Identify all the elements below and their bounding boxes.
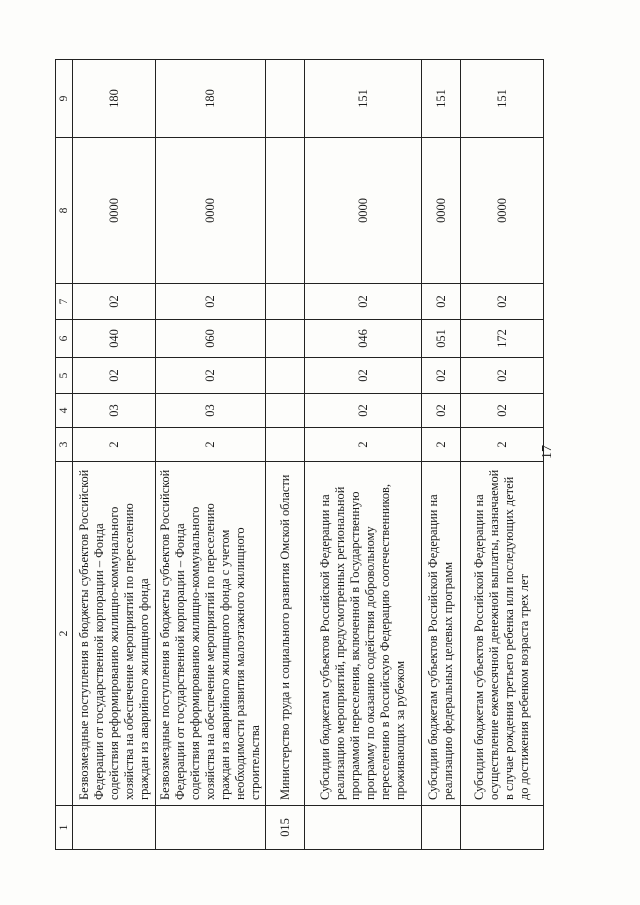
- code-cell: 03: [73, 394, 156, 428]
- code-cell: [266, 358, 305, 394]
- revenue-name-cell: Министерство труда и социального развития Омской области: [266, 462, 305, 806]
- code-cell: 0000: [156, 138, 266, 284]
- code-cell: 151: [422, 60, 461, 138]
- code-cell: 02: [461, 358, 544, 394]
- admin-code-cell: 015: [266, 806, 305, 850]
- header-cell: 4: [56, 394, 73, 428]
- code-cell: 060: [156, 320, 266, 358]
- table-row: [305, 60, 422, 850]
- code-cell: 03: [156, 394, 266, 428]
- header-cell: 3: [56, 428, 73, 462]
- code-cell: [266, 394, 305, 428]
- code-cell: 180: [73, 60, 156, 138]
- admin-code-cell: [156, 806, 266, 850]
- code-cell: 02: [461, 284, 544, 320]
- table-row: [461, 60, 544, 850]
- budget-code-table: [55, 59, 544, 850]
- code-cell: [266, 138, 305, 284]
- admin-code-cell: [73, 806, 156, 850]
- header-cell: 8: [56, 138, 73, 284]
- code-cell: 2: [422, 428, 461, 462]
- code-cell: 2: [305, 428, 422, 462]
- header-cell: 1: [56, 806, 73, 850]
- code-cell: 02: [461, 394, 544, 428]
- code-cell: 151: [461, 60, 544, 138]
- admin-code-cell: [305, 806, 422, 850]
- code-cell: 180: [156, 60, 266, 138]
- header-row: [56, 60, 73, 850]
- admin-code-cell: [461, 806, 544, 850]
- code-cell: 2: [461, 428, 544, 462]
- code-cell: 2: [156, 428, 266, 462]
- code-cell: 02: [422, 394, 461, 428]
- code-cell: 02: [422, 284, 461, 320]
- code-cell: [266, 60, 305, 138]
- code-cell: 02: [305, 394, 422, 428]
- revenue-name-cell: Безвозмездные поступления в бюджеты субъектов Российской Федерации от государственной корпорации – Фонда содействия реформированию жилищно-коммунального хозяйства на обеспечение мероприятий по переселению граждан из аварийного жилищного фонда с учетом необходимости развития малоэтажного жилищного строительства: [156, 462, 266, 806]
- table-row: [156, 60, 266, 850]
- code-cell: 02: [156, 358, 266, 394]
- admin-code-cell: [422, 806, 461, 850]
- code-cell: 0000: [73, 138, 156, 284]
- code-cell: 02: [305, 284, 422, 320]
- header-cell: 9: [56, 60, 73, 138]
- code-cell: 051: [422, 320, 461, 358]
- rotated-table-container: [55, 60, 531, 850]
- code-cell: 151: [305, 60, 422, 138]
- code-cell: 02: [305, 358, 422, 394]
- code-cell: 040: [73, 320, 156, 358]
- header-cell: 5: [56, 358, 73, 394]
- code-cell: 2: [73, 428, 156, 462]
- header-cell: 7: [56, 284, 73, 320]
- table-row: [422, 60, 461, 850]
- table-row: [73, 60, 156, 850]
- header-cell: 6: [56, 320, 73, 358]
- code-cell: 02: [422, 358, 461, 394]
- code-cell: 02: [73, 358, 156, 394]
- revenue-name-cell: Безвозмездные поступления в бюджеты субъектов Российской Федерации от государственной корпорации – Фонда содействия реформированию жилищно-коммунального хозяйства на обеспечение мероприятий по переселению граждан из аварийного жилищного фонда: [73, 462, 156, 806]
- code-cell: 0000: [422, 138, 461, 284]
- page-number: 17: [540, 445, 555, 459]
- code-cell: [266, 284, 305, 320]
- code-cell: 046: [305, 320, 422, 358]
- header-cell: 2: [56, 462, 73, 806]
- code-cell: 02: [156, 284, 266, 320]
- revenue-name-cell: Субсидии бюджетам субъектов Российской Федерации на реализацию мероприятий, предусмотренных региональной программой переселения, включенной в Государственную программу по оказанию содействия добровольному переселению в Российскую Федерацию соотечественников, проживающих за рубежом: [305, 462, 422, 806]
- code-cell: [266, 428, 305, 462]
- code-cell: [266, 320, 305, 358]
- code-cell: 0000: [461, 138, 544, 284]
- revenue-name-cell: Субсидии бюджетам субъектов Российской Федерации на осуществление ежемесячной денежной выплаты, назначаемой в случае рождения третьего ребенка или последующих детей до достижения ребенком возраста трех лет: [461, 462, 544, 806]
- code-cell: 0000: [305, 138, 422, 284]
- table-row: [266, 60, 305, 850]
- code-cell: 02: [73, 284, 156, 320]
- code-cell: 172: [461, 320, 544, 358]
- revenue-name-cell: Субсидии бюджетам субъектов Российской Федерации на реализацию федеральных целевых программ: [422, 462, 461, 806]
